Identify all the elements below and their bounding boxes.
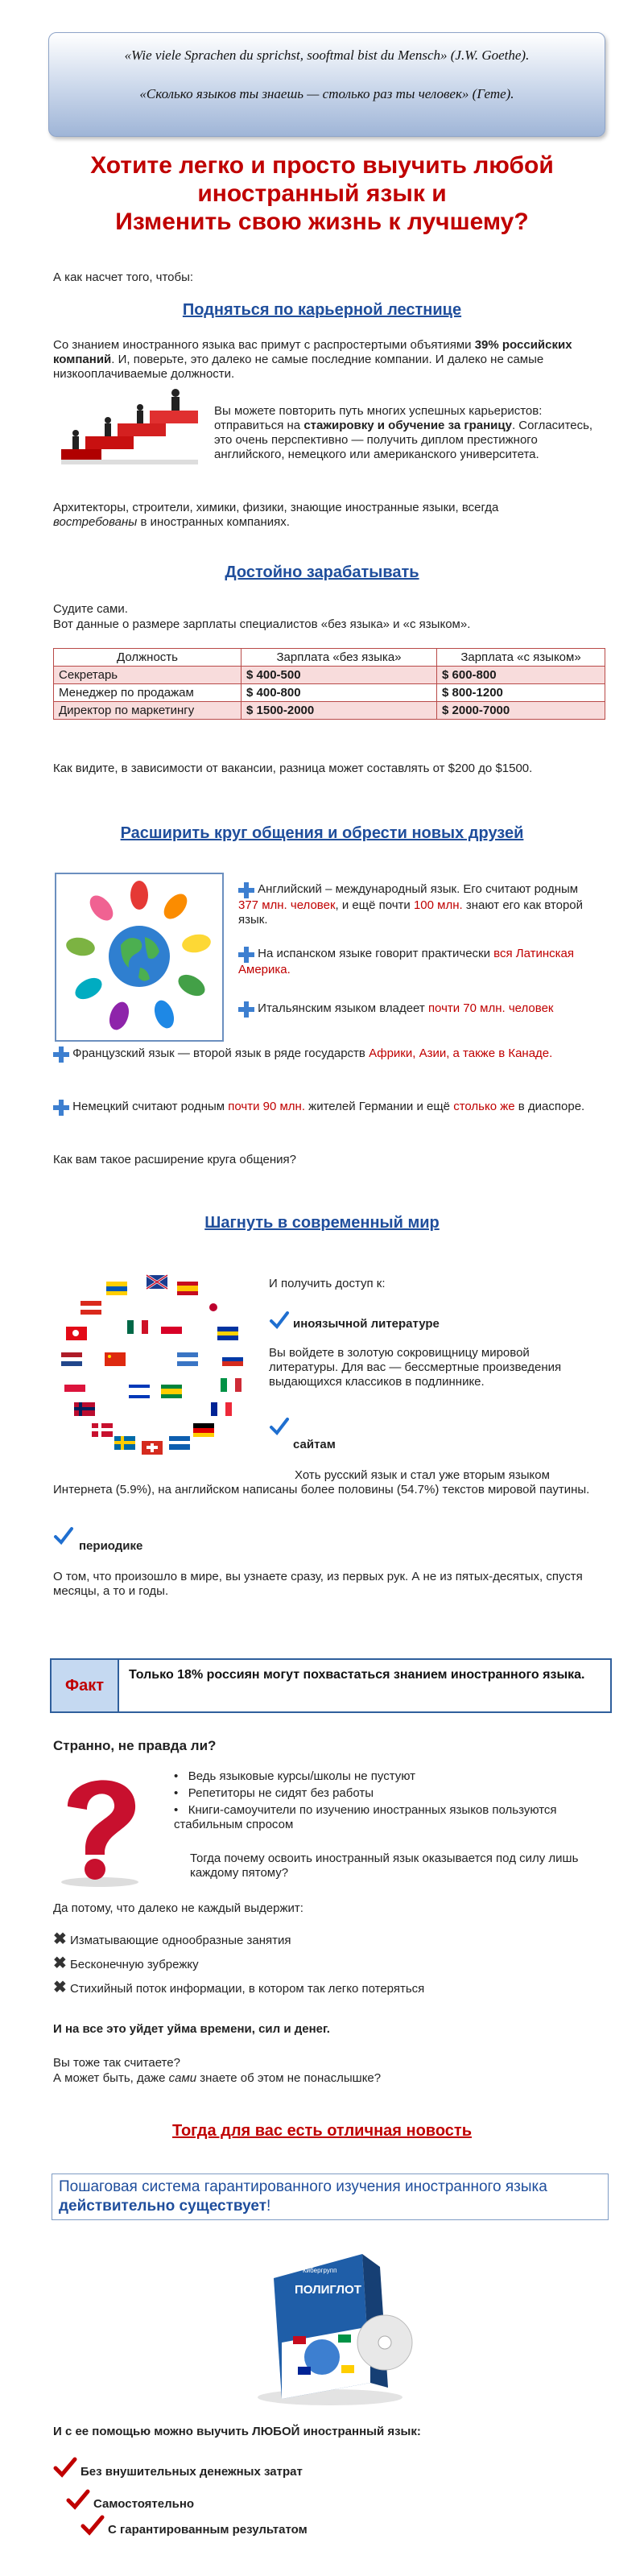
benefit-item: Самостоятельно	[93, 2497, 195, 2511]
benefit-item: Без внушительных денежных затрат	[80, 2465, 303, 2479]
benefits-intro: И с ее помощью можно выучить ЛЮБОЙ иностранный язык:	[53, 2425, 421, 2438]
social-english: Английский – международный язык. Его считают родным 377 млн. человек, и ещё почти 100 млн. знают его как второй язык.	[238, 882, 584, 927]
check-icon	[53, 1526, 74, 1546]
table-row	[54, 667, 605, 684]
plus-icon	[53, 1100, 69, 1116]
news-box-text: Пошаговая система гарантированного изучения иностранного языка действительно существует!	[59, 2178, 547, 2215]
headline-line-1: Хотите легко и просто выучить любой	[90, 152, 554, 179]
benefit-item: С гарантированным результатом	[108, 2523, 308, 2537]
list-item: ✖ Изматывающие однообразные занятия	[53, 1930, 291, 1948]
strange-title: Странно, не правда ли?	[53, 1738, 217, 1753]
earn-intro-2: Вот данные о размере зарплаты специалистов «без языка» и «с языком».	[53, 617, 471, 631]
plus-icon	[53, 1046, 69, 1063]
plus-icon	[238, 947, 254, 963]
modern-access-text: И получить доступ к:	[269, 1277, 386, 1290]
red-check-icon	[66, 2489, 90, 2510]
table-cell: $ 400-800	[242, 684, 437, 702]
table-cell: $ 600-800	[437, 667, 605, 684]
table-cell: $ 400-500	[242, 667, 437, 684]
modern-section-title: Шагнуть в современный мир	[204, 1214, 440, 1232]
headline-line-3: Изменить свою жизнь к лучшему?	[115, 208, 529, 235]
table-cell: Секретарь	[54, 667, 242, 684]
plus-icon	[238, 1001, 254, 1018]
table-cell: Директор по маркетингу	[54, 702, 242, 720]
quote-box	[48, 32, 605, 137]
table-cell: Менеджер по продажам	[54, 684, 242, 702]
social-spanish: На испанском языке говорит практически вся Латинская Америка.	[238, 947, 574, 976]
check-icon	[269, 1417, 290, 1436]
goethe-quote-russian: «Сколько языков ты знаешь — столько раз ты человек» (Гете).	[139, 86, 514, 101]
question-mark-image	[50, 1768, 155, 1889]
goethe-quote-german: «Wie viele Sprachen du sprichst, sooftmal bist du Mensch» (J.W. Goethe).	[124, 47, 530, 63]
social-german: Немецкий считают родным почти 90 млн. жителей Германии и ещё столько же в диаспоре.	[53, 1100, 609, 1116]
strange-conclusion: И на все это уйдет уйма времени, сил и денег.	[53, 2022, 330, 2036]
fact-label: Факт	[52, 1660, 119, 1711]
salary-table	[53, 648, 605, 720]
social-italian: Итальянским языком владеет почти 70 млн. человек	[238, 1001, 609, 1018]
list-item: ✖ Стихийный поток информации, в котором так легко потеряться	[53, 1979, 425, 1996]
col-header-position: Должность	[54, 649, 242, 667]
cross-icon: ✖	[53, 1979, 67, 1996]
modern-item-sites: сайтам	[293, 1438, 336, 1451]
strange-bullets	[174, 1769, 592, 1832]
flags-circle-image	[56, 1272, 250, 1465]
intro-text: А как насчет того, чтобы:	[53, 270, 194, 284]
list-item: ✖ Бесконечную зубрежку	[53, 1955, 199, 1972]
red-check-icon	[80, 2515, 105, 2536]
list-item: • Ведь языковые курсы/школы не пустуют	[174, 1769, 416, 1783]
modern-item-periodicals-text: О том, что произошло в мире, вы узнаете сразу, из первых рук. А не из пятых-десятых, спустя месяцы, а то и годы.	[53, 1570, 583, 1598]
table-cell: $ 800-1200	[437, 684, 605, 702]
table-cell: $ 2000-7000	[437, 702, 605, 720]
cross-icon: ✖	[53, 1930, 67, 1948]
earn-section-title: Достойно зарабатывать	[225, 564, 419, 581]
modern-item-periodicals: периодике	[79, 1539, 143, 1553]
news-title: Тогда для вас есть отличная новость	[172, 2122, 472, 2140]
earn-intro-1: Судите сами.	[53, 602, 128, 616]
product-box-image	[242, 2246, 419, 2407]
list-item: • Репетиторы не сидят без работы	[174, 1786, 374, 1800]
news-box	[52, 2174, 609, 2220]
career-section-title: Подняться по карьерной лестнице	[182, 301, 462, 319]
modern-item-literature: иноязычной литературе	[293, 1317, 440, 1331]
table-row	[54, 702, 605, 720]
career-paragraph-2: Вы можете повторить путь многих успешных карьеристов: отправиться на стажировку и обучение за границу. Согласитесь, это очень перспективно — получить диплом престижного английского, немецкого или американского университета.	[214, 404, 593, 461]
social-section-title: Расширить круг общения и обрести новых друзей	[120, 824, 524, 842]
career-paragraph-1: Со знанием иностранного языка вас примут с распростертыми объятиями 39% российских компаний. И, поверьте, это далеко не самые последние компании. И далеко не самые низкооплачиваемые должности.	[53, 338, 572, 381]
col-header-without-language: Зарплата «без языка»	[242, 649, 437, 667]
earn-outro: Как видите, в зависимости от вакансии, разница может составлять от $200 до $1500.	[53, 762, 533, 775]
social-french: Французский язык — второй язык в ряде государств Африки, Азии, а также в Канаде.	[53, 1046, 609, 1063]
world-hands-image	[55, 873, 224, 1042]
modern-item-sites-text: Хоть русский язык и стал уже вторым языком Интернета (5.9%), на английском написаны более половины (54.7%) текстов мировой паутины.	[53, 1468, 590, 1496]
fact-box	[50, 1658, 612, 1713]
strange-because: Да потому, что далеко не каждый выдержит:	[53, 1901, 303, 1915]
check-icon	[269, 1311, 290, 1330]
fact-text: Только 18% россиян могут похвастаться знанием иностранного языка.	[129, 1668, 585, 1682]
red-check-icon	[53, 2457, 77, 2478]
product-name: ПОЛИГЛОТ	[295, 2283, 361, 2297]
strange-q1: Вы тоже так считаете?	[53, 2056, 180, 2070]
strange-why: Тогда почему освоить иностранный язык оказывается под силу лишь каждому пятому?	[190, 1852, 579, 1880]
table-row	[54, 684, 605, 702]
list-item: • Книги-самоучители по изучению иностранных языков пользуются стабильным спросом	[174, 1803, 557, 1831]
col-header-with-language: Зарплата «с языком»	[437, 649, 605, 667]
plus-icon	[238, 882, 254, 898]
strange-q2: А может быть, даже сами знаете об этом не понаслышке?	[53, 2071, 382, 2085]
headline-line-2: иностранный язык и	[197, 180, 447, 207]
modern-item-literature-text: Вы войдете в золотую сокровищницу мировой литературы. Для вас — бессмертные произведения выдающихся классиков в подлиннике.	[269, 1346, 562, 1389]
table-cell: $ 1500-2000	[242, 702, 437, 720]
x-list	[53, 1932, 584, 2004]
career-ladder-image	[53, 383, 206, 472]
cross-icon: ✖	[53, 1955, 67, 1972]
social-question: Как вам такое расширение круга общения?	[53, 1153, 296, 1166]
page-headline	[32, 151, 612, 236]
career-paragraph-3: Архитекторы, строители, химики, физики, знающие иностранные языки, всегда востребованы в иностранных компаниях.	[53, 501, 499, 529]
product-publisher: Кибергрупп	[303, 2267, 337, 2274]
